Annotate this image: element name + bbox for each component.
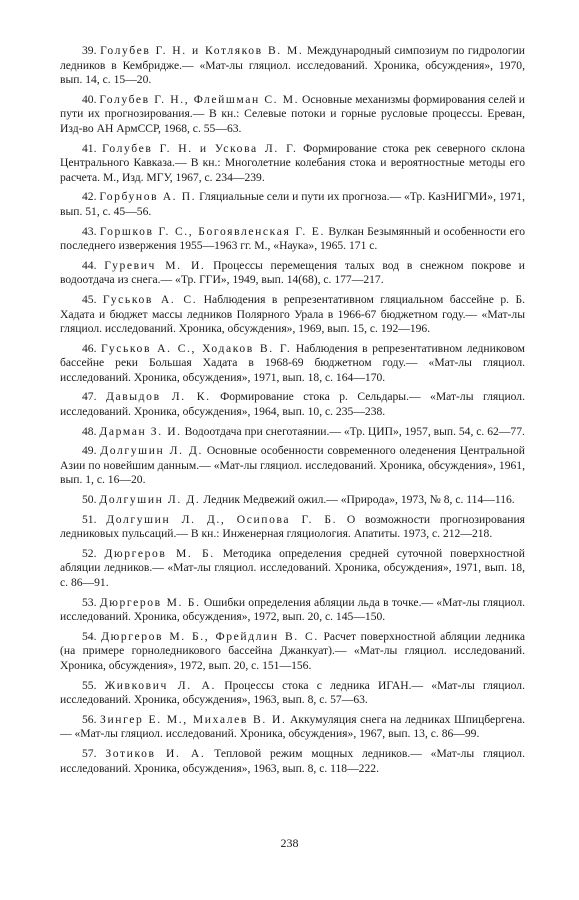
entry-number: 57.	[82, 746, 97, 760]
entry-number: 42.	[82, 190, 97, 204]
entry-number: 53.	[82, 595, 97, 609]
page-number: 238	[280, 836, 299, 850]
entry-text: Водоотдача при снеготаянии.— «Тр. ЦИП», 1957, вып. 54, с. 62—77.	[184, 424, 525, 438]
entry-number: 43.	[82, 224, 97, 238]
bibliography-entry	[60, 259, 525, 288]
entry-author: Зотиков И. А.	[105, 746, 206, 760]
entry-text: Тепловой режим мощных ледников.— «Мат-лы гляциол. исследований. Хроника, обсуждения», 1963, вып. 8, с. 118—222.	[60, 746, 525, 775]
bibliography-entry	[60, 679, 525, 708]
entry-text: Гляциальные сели и пути их прогноза.— «Тр. КазНИГМИ», 1971, вып. 51, с. 45—56.	[60, 190, 525, 218]
entry-number: 47.	[82, 390, 97, 404]
entry-text: Вулкан Безымянный и особенности его последнего извержения 1955—1963 гг. М., «Наука», 1965. 171 с.	[60, 224, 526, 253]
bibliography-entry	[60, 713, 525, 742]
entry-text: Ошибки определения абляции льда в точке.— «Мат-лы гляциол. исследований. Хроника, обсуждения», 1972, вып. 20, с. 145—150.	[60, 595, 526, 624]
bibliography-entry	[60, 630, 525, 674]
entry-text: Формирование стока р. Сельдары.— «Мат-лы гляциол. исследований. Хроника, обсуждения», 1964, вып. 10, с. 235—238.	[60, 390, 525, 419]
entry-text: Расчет поверхностной абляции ледника (на примере горноледникового бассейна Джанкуат).— «Мат-лы гляциол. исследований. Хроника, обсуждения», 1972, вып. 20, с. 151—156.	[60, 629, 525, 672]
entry-text: О возможности прогнозирования ледниковых пульсаций.— В кн.: Инженерная гляциология. Апатиты. 1973, с. 212—218.	[60, 512, 525, 541]
bibliography-entry	[60, 513, 525, 542]
bibliography-entry	[60, 425, 525, 440]
entry-number: 39.	[82, 44, 97, 57]
entry-text: Ледник Медвежий ожил.— «Природа», 1973, № 8, с. 114—116.	[203, 493, 515, 507]
bibliography-entry	[60, 547, 525, 591]
entry-author: Гуськов А. С.	[102, 292, 198, 306]
entry-number: 56.	[82, 712, 97, 726]
entry-author: Живкович Л. А.	[104, 678, 216, 692]
entry-number: 49.	[82, 444, 97, 458]
entry-author: Зингер Е. М., Михалев В. И.	[100, 712, 287, 726]
bibliography-entry	[60, 747, 525, 776]
entry-text: Наблюдения в репрезентативном гляциальном бассейне р. Б. Хадата и бюджет массы ледников Полярного Урала в 1966-67 бюджетном году.— «Мат-лы гляциол. исследований. Хроника, обсуждения», 1969, вып. 15, с. 192—196.	[60, 292, 526, 336]
entry-author: Голубев Г. Н. и Котляков В. М.	[100, 44, 304, 57]
bibliography-entry	[60, 142, 525, 186]
entry-number: 55.	[82, 678, 97, 692]
entry-number: 50.	[82, 493, 97, 507]
entry-text: Процессы стока с ледника ИГАН.— «Мат-лы гляциол. исследований. Хроника, обсуждения», 1963, вып. 8, с. 57—63.	[60, 678, 525, 707]
entry-text: Аккумуляция снега на ледниках Шпицбергена.— «Мат-лы гляциол. исследований. Хроника, обсуждения», 1967, вып. 13, с. 86—99.	[60, 712, 525, 741]
entry-text: Методика определения средней суточной поверхностной абляции ледников.— «Мат-лы гляциол. исследований. Хроника, обсуждения», 1971, вып. 18, с. 86—91.	[60, 546, 525, 589]
bibliography-entry	[60, 93, 525, 137]
entry-author: Долгушин Л. Д.	[100, 444, 204, 458]
entry-text: Основные особенности современного оледенения Центральной Азии по новейшим данным.— «Мат-лы гляциол. исследований. Хроника, обсуждения», 1961, вып. 1, с. 16—20.	[60, 444, 525, 487]
bibliography-list	[60, 44, 525, 776]
entry-number: 52.	[82, 546, 97, 560]
bibliography-entry	[60, 493, 525, 508]
entry-text: Процессы перемещения талых вод в снежном покрове и водоотдача из снега.— «Тр. ГГИ», 1949, вып. 14(68), с. 177—217.	[60, 258, 526, 287]
entry-text: Наблюдения в репрезентативном ледниковом бассейне реки Большая Хадата в 1968-69 бюджетном году.— «Мат-лы гляциол. исследований. Хроника, обсуждения», 1971, вып. 18, с. 164—170.	[60, 341, 525, 384]
entry-author: Дарман З. И.	[99, 424, 182, 438]
bibliography-entry	[60, 444, 525, 488]
entry-number: 40.	[82, 92, 97, 106]
entry-number: 54.	[82, 629, 97, 643]
bibliography-entry	[60, 342, 525, 386]
entry-author: Долгушин Л. Д.	[99, 493, 201, 507]
entry-author: Гуськов А. С., Ходаков В. Г.	[101, 341, 292, 355]
entry-author: Дюргеров М. Б., Фрейдлин В. С.	[101, 629, 319, 643]
entry-text: Международный симпозиум по гидрологии ледников в Кембридже.— «Мат-лы гляциол. исследований. Хроника, обсуждения», 1970, вып. 14, с. 15—20.	[60, 44, 525, 87]
entry-author: Дюргеров М. Б.	[99, 595, 201, 609]
entry-number: 48.	[82, 424, 97, 438]
bibliography-entry	[60, 596, 525, 625]
bibliography-entry	[60, 190, 525, 219]
entry-author: Давыдов Л. К.	[105, 390, 211, 404]
entry-text: Основные механизмы формирования селей и пути их прогнозирования.— В кн.: Селевые потоки и горные русловые процессы. Ереван, Изд-во АН АрмССР, 1968, с. 55—63.	[60, 92, 525, 135]
entry-author: Голубев Г. Н. и Ускова Л. Г.	[102, 141, 298, 155]
entry-author: Дюргеров М. Б.	[104, 546, 215, 560]
entry-text: Формирование стока рек северного склона Центрального Кавказа.— В кн.: Многолетние колебания стока и вероятностные методы его расчета. М., Изд. МГУ, 1967, с. 234—239.	[60, 141, 525, 184]
entry-number: 46.	[82, 341, 97, 355]
entry-number: 44.	[82, 258, 97, 272]
entry-number: 45.	[82, 292, 97, 306]
bibliography-entry	[60, 44, 525, 88]
entry-number: 41.	[82, 141, 97, 155]
entry-author: Долгушин Л. Д., Осипова Г. Б.	[106, 512, 338, 526]
bibliography-entry	[60, 390, 525, 419]
bibliography-entry	[60, 225, 525, 254]
entry-author: Голубев Г. Н., Флейшман С. М.	[99, 92, 300, 106]
bibliography-entry	[60, 293, 525, 337]
entry-author: Гуревич М. И.	[104, 258, 206, 272]
entry-author: Горбунов А. П.	[99, 190, 197, 204]
entry-author: Горшков Г. С., Богоявленская Г. Е.	[99, 224, 325, 238]
entry-number: 51.	[82, 512, 97, 526]
